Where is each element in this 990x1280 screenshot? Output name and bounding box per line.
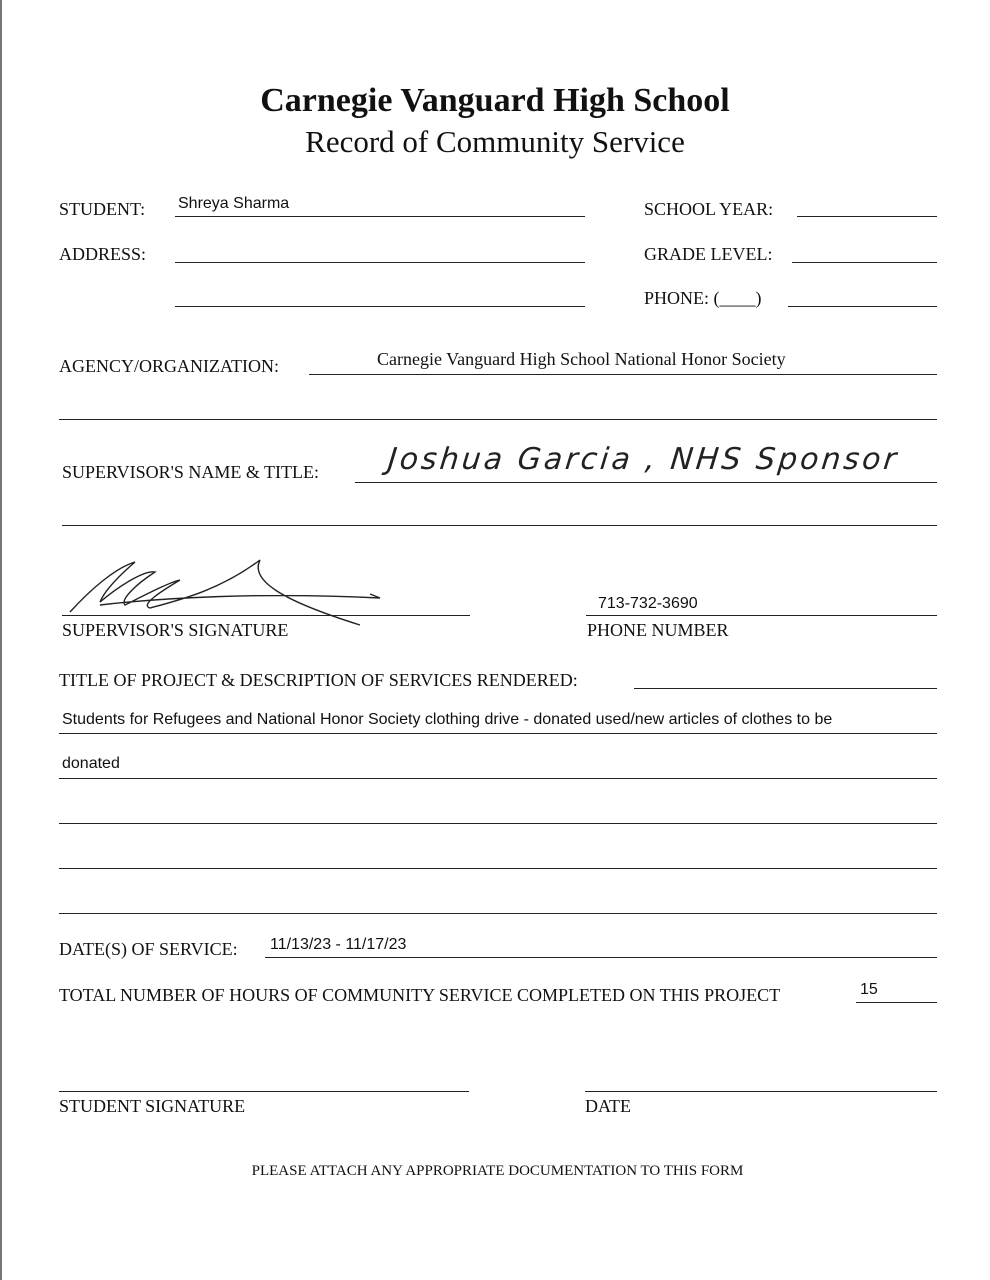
footer-note: PLEASE ATTACH ANY APPROPRIATE DOCUMENTATION TO THIS FORM — [251, 1163, 744, 1179]
supervisor-line — [355, 482, 937, 483]
agency-line-2 — [59, 419, 937, 420]
supervisor-signature-line — [62, 615, 470, 616]
hours-value[interactable]: 15 — [860, 981, 878, 998]
dates-value[interactable]: 11/13/23 - 11/17/23 — [270, 936, 407, 953]
hours-line — [856, 1002, 937, 1003]
project-line-4[interactable] — [59, 868, 937, 869]
hours-label: TOTAL NUMBER OF HOURS OF COMMUNITY SERVICE COMPLETED ON THIS PROJECT — [59, 985, 781, 1005]
project-line-2 — [59, 778, 937, 779]
project-label: TITLE OF PROJECT & DESCRIPTION OF SERVICES RENDERED: — [59, 670, 578, 690]
supervisor-phone-label: PHONE NUMBER — [587, 620, 729, 640]
school-year-field[interactable] — [797, 216, 937, 217]
student-line — [175, 216, 585, 217]
project-description-line-1[interactable]: Students for Refugees and National Honor Society clothing drive - donated used/new articles of clothes to be — [62, 711, 833, 728]
student-signature-label: STUDENT SIGNATURE — [59, 1096, 246, 1116]
dates-label: DATE(S) OF SERVICE: — [59, 939, 238, 959]
form-title: Record of Community Service — [305, 124, 685, 159]
supervisor-line-2 — [62, 525, 937, 526]
supervisor-label: SUPERVISOR'S NAME & TITLE: — [62, 462, 319, 482]
project-description-line-2[interactable]: donated — [62, 755, 120, 772]
agency-label: AGENCY/ORGANIZATION: — [59, 356, 279, 376]
grade-level-field[interactable] — [792, 262, 937, 263]
school-year-label: SCHOOL YEAR: — [644, 199, 774, 219]
supervisor-signature-image — [60, 550, 400, 630]
supervisor-signature-label: SUPERVISOR'S SIGNATURE — [62, 620, 289, 640]
phone-field[interactable] — [788, 306, 937, 307]
student-name-value[interactable]: Shreya Sharma — [178, 195, 290, 212]
address-label: ADDRESS: — [59, 244, 147, 264]
dates-line — [265, 957, 937, 958]
student-signature-field[interactable] — [59, 1091, 469, 1092]
address-field-1[interactable] — [175, 262, 585, 263]
address-field-2[interactable] — [175, 306, 585, 307]
supervisor-phone-line — [586, 615, 937, 616]
agency-value[interactable]: Carnegie Vanguard High School National Honor Society — [377, 349, 786, 369]
date-label: DATE — [585, 1096, 631, 1116]
school-name: Carnegie Vanguard High School — [260, 82, 730, 119]
project-title-line — [634, 688, 937, 689]
student-label: STUDENT: — [59, 199, 146, 219]
supervisor-phone-value[interactable]: 713-732-3690 — [598, 595, 698, 612]
supervisor-name-handwritten[interactable]: Joshua Garcia , NHS Sponsor — [386, 442, 901, 477]
project-line-3[interactable] — [59, 823, 937, 824]
grade-level-label: GRADE LEVEL: — [644, 244, 773, 264]
project-line-5[interactable] — [59, 913, 937, 914]
date-field[interactable] — [585, 1091, 937, 1092]
project-line-1 — [59, 733, 937, 734]
agency-line — [309, 374, 937, 375]
phone-label: PHONE: (____) — [644, 288, 762, 308]
